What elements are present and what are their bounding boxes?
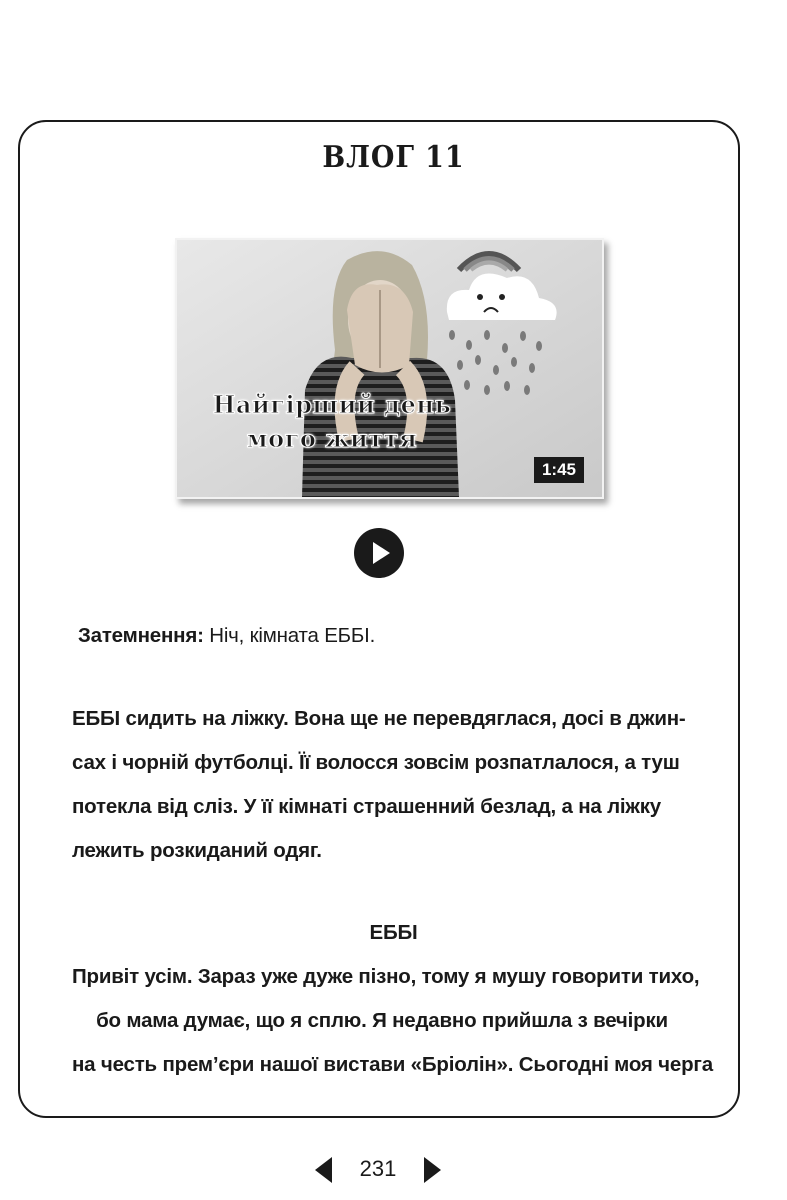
- page-navigation: [0, 1152, 787, 1188]
- dialog-line: Привіт усім. Зараз уже дуже пізно, тому я мушу говорити тихо,: [72, 965, 700, 988]
- action-line: сах і чорній футболці. Її волосся зовсім розпатлалося, а туш: [72, 751, 680, 774]
- play-icon[interactable]: [354, 528, 404, 578]
- video-thumbnail[interactable]: [175, 238, 604, 499]
- video-duration-badge: 1:45: [534, 457, 584, 483]
- action-paragraph: [72, 697, 692, 873]
- action-line: лежить розкиданий одяг.: [72, 839, 322, 862]
- video-caption: [177, 388, 487, 456]
- triangle-left-icon[interactable]: [315, 1157, 332, 1183]
- speaker-name: ЕББІ: [369, 921, 418, 944]
- dialog-line: бо мама думає, що я сплю. Я недавно прийшла з вечірки: [96, 1009, 668, 1032]
- scene-heading: [78, 614, 375, 658]
- scene-text: Ніч, кімната ЕББІ.: [203, 624, 376, 647]
- video-caption-line1: Найгірший день: [212, 390, 452, 419]
- action-line: потекла від сліз. У її кімнаті страшенний безлад, а на ліжку: [72, 795, 661, 818]
- dialog-paragraph: [72, 955, 713, 1087]
- page-number: 231: [359, 1156, 397, 1181]
- video-caption-line2: мого життя: [246, 424, 418, 453]
- action-line: ЕББІ сидить на ліжку. Вона ще не перевдяглася, досі в джин-: [72, 707, 686, 730]
- dialog-line: на честь прем’єри нашої вистави «Бріолін». Сьогодні моя черга: [72, 1053, 713, 1076]
- triangle-right-icon[interactable]: [424, 1157, 441, 1183]
- scene-label: Затемнення:: [78, 624, 204, 647]
- vlog-title: ВЛОГ 11: [322, 140, 465, 175]
